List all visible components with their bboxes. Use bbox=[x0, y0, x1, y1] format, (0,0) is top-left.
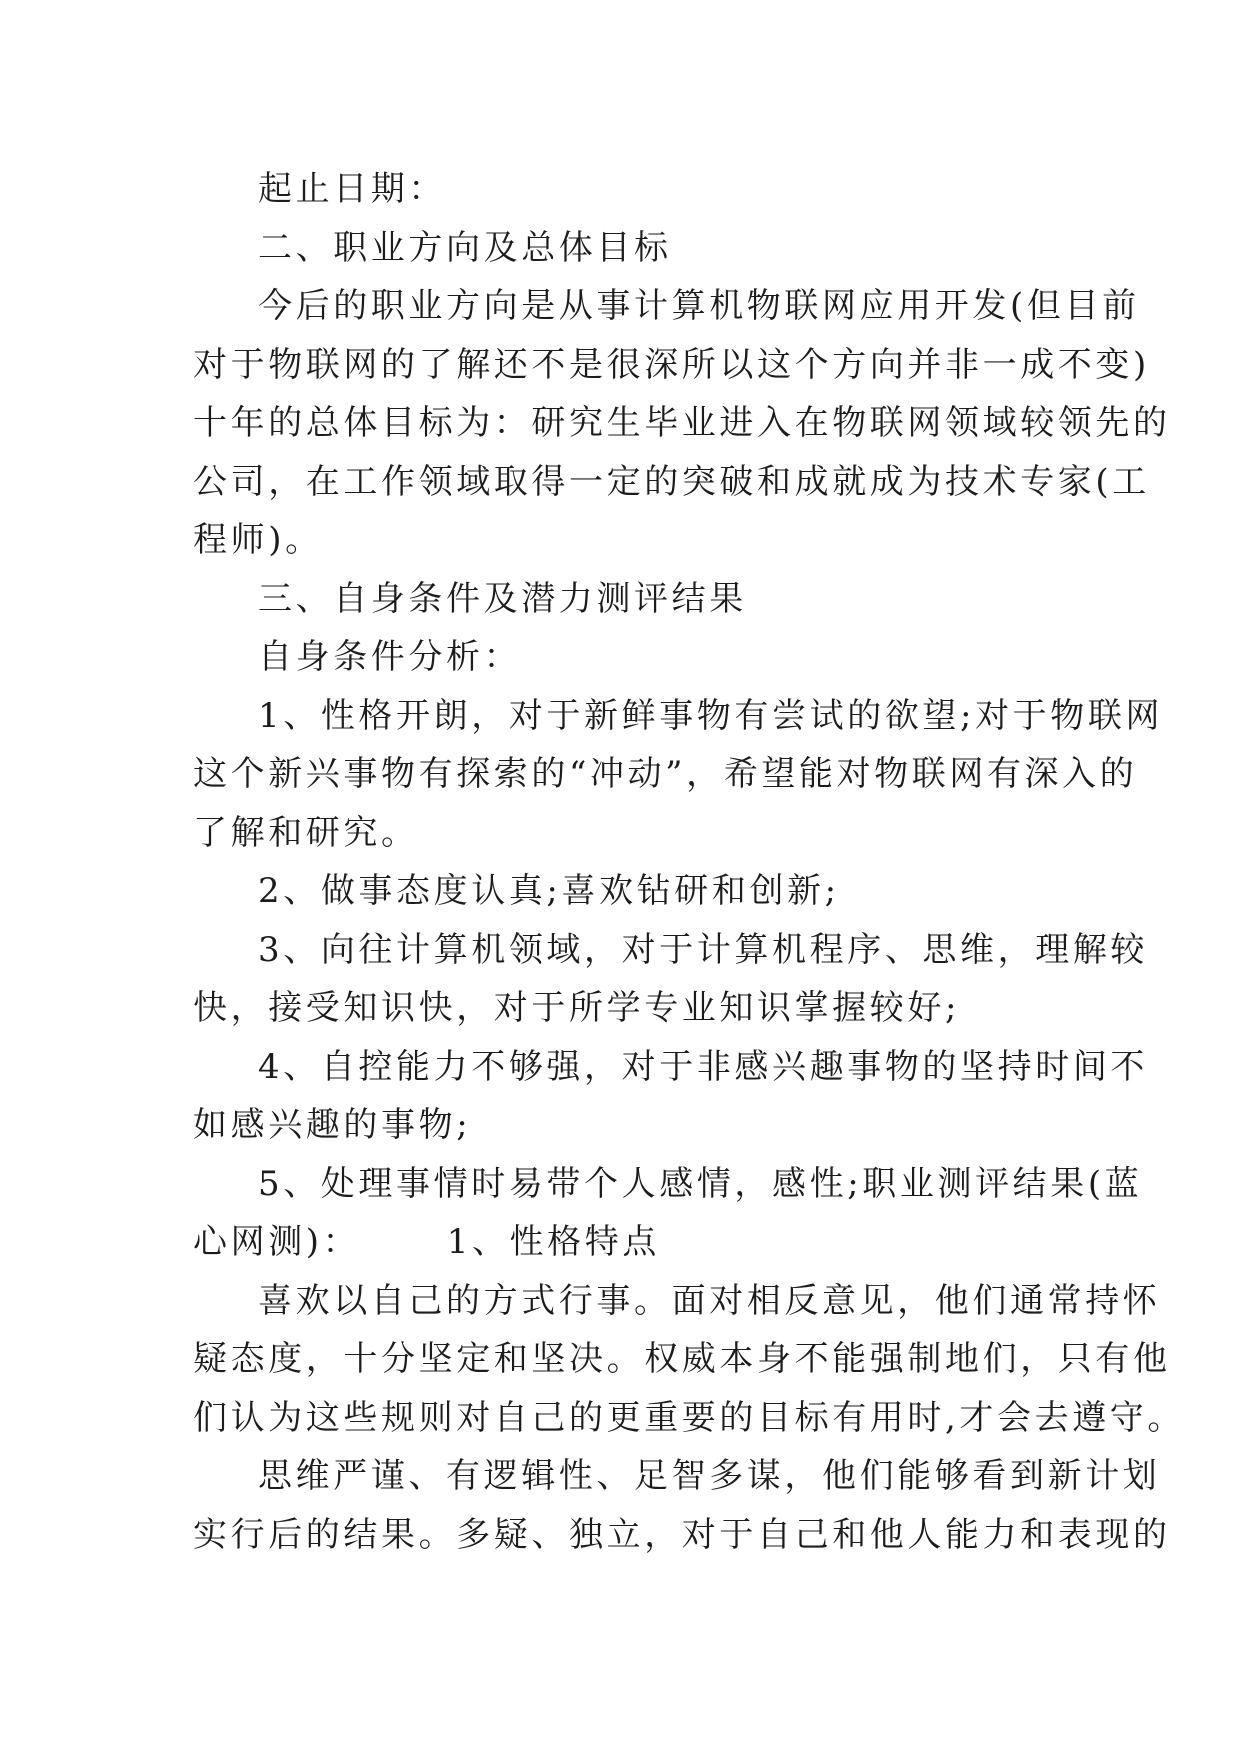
text-line: 如感兴趣的事物; bbox=[193, 1105, 472, 1145]
text-line: 今后的职业方向是从事计算机物联网应用开发(但目前 bbox=[258, 286, 1140, 326]
text-line: 了解和研究。 bbox=[193, 812, 419, 853]
text-line: 起止日期： bbox=[258, 169, 446, 209]
text-line: 疑态度，十分坚定和坚决。权威本身不能强制地们，只有他 bbox=[193, 1339, 1171, 1379]
subheading: 自身条件分析： bbox=[258, 637, 522, 677]
text-line: 思维严谨、有逻辑性、足智多谋，他们能够看到新计划 bbox=[258, 1456, 1161, 1496]
document-body bbox=[193, 160, 1186, 1564]
section-heading: 二、职业方向及总体目标 bbox=[258, 227, 672, 268]
section-heading: 三、自身条件及潜力测评结果 bbox=[258, 578, 747, 619]
list-item: 2、做事态度认真;喜欢钻研和创新; bbox=[258, 871, 840, 911]
text-line: 对于物联网的了解还不是很深所以这个方向并非一成不变) bbox=[193, 344, 1150, 385]
text-line: 十年的总体目标为：研究生毕业进入在物联网领域较领先的 bbox=[193, 403, 1171, 443]
text-line: 程师)。 bbox=[193, 520, 323, 560]
list-item: 1、性格开朗，对于新鲜事物有尝试的欲望;对于物联网 bbox=[258, 695, 1164, 736]
list-item: 4、自控能力不够强，对于非感兴趣事物的坚持时间不 bbox=[258, 1046, 1149, 1087]
text-line: 实行后的结果。多疑、独立，对于自己和他人能力和表现的 bbox=[193, 1514, 1171, 1555]
text-line: 喜欢以自己的方式行事。面对相反意见，他们通常持怀 bbox=[258, 1280, 1161, 1321]
text-line: 快，接受知识快，对于所学专业知识掌握较好; bbox=[193, 988, 961, 1028]
text-line: 这个新兴事物有探索的“冲动”，希望能对物联网有深入的 bbox=[193, 754, 1138, 794]
text-line: 公司，在工作领域取得一定的突破和成就成为技术专家(工 bbox=[193, 461, 1150, 502]
text-line: 心网测)： 1、性格特点 bbox=[193, 1222, 660, 1262]
text-line: 们认为这些规则对自己的更重要的目标有用时,才会去遵守。 bbox=[193, 1397, 1186, 1438]
list-item: 5、处理事情时易带个人感情，感性;职业测评结果(蓝 bbox=[258, 1163, 1143, 1204]
list-item: 3、向往计算机领域，对于计算机程序、思维，理解较 bbox=[258, 929, 1149, 970]
